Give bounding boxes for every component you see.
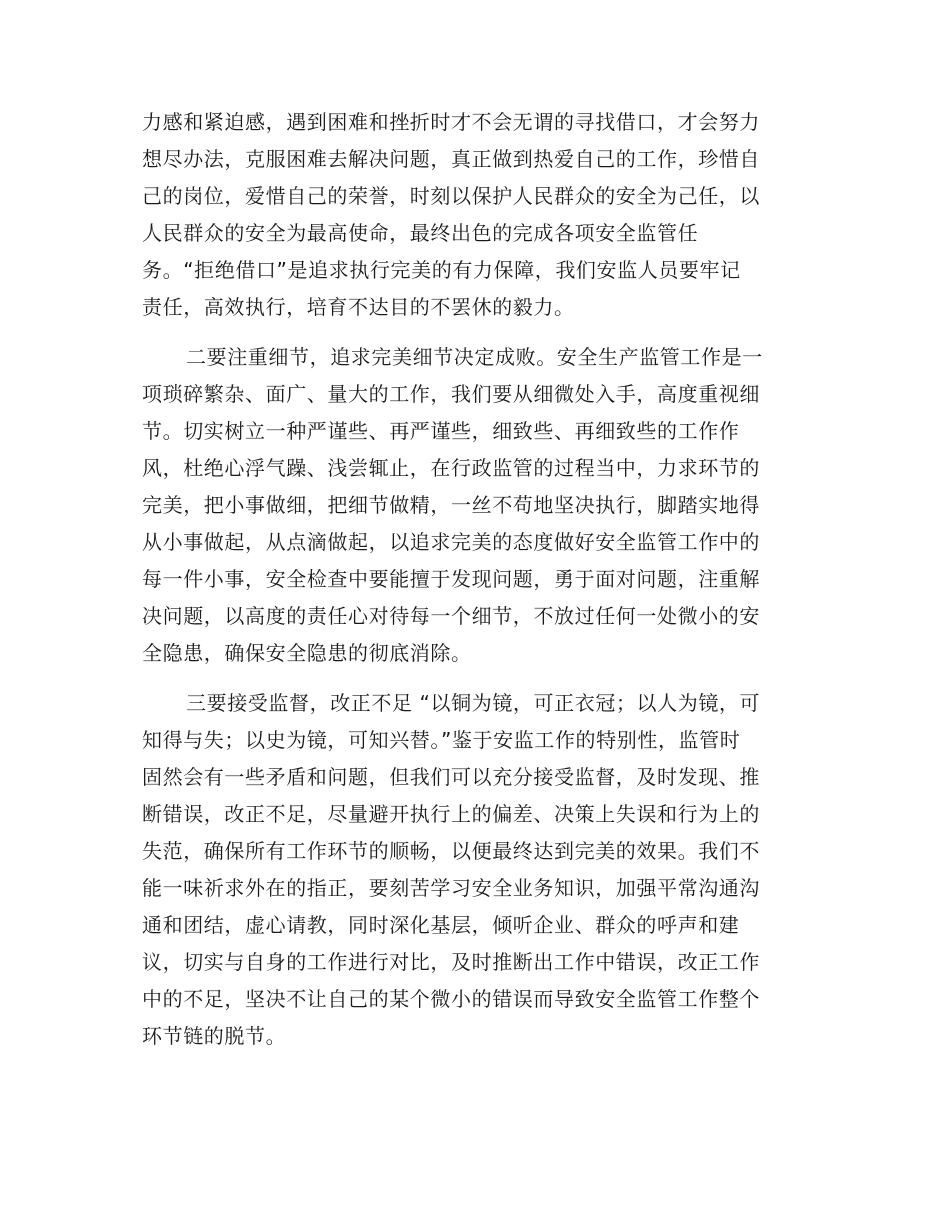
paragraph-1 bbox=[142, 104, 812, 326]
text-line: 固然会有一些矛盾和问题，但我们可以充分接受监督，及时发现、推 bbox=[142, 765, 760, 789]
text-line: 断错误，改正不足，尽量避开执行上的偏差、决策上失误和行为上的 bbox=[142, 802, 760, 826]
text-line: 全隐患，确保安全隐患的彻底消除。 bbox=[142, 641, 472, 665]
text-line: 责任，高效执行，培育不达目的不罢休的毅力。 bbox=[142, 295, 575, 319]
text-line: 议，切实与自身的工作进行对比，及时推断出工作中错误，改正工作 bbox=[142, 950, 760, 974]
text-line: 务。“拒绝借口”是追求执行完美的有力保障，我们安监人员要牢记 bbox=[142, 258, 741, 282]
text-line: 决问题，以高度的责任心对待每一个细节，不放过任何一处微小的安 bbox=[142, 604, 760, 628]
text-line: 力感和紧迫感，遇到困难和挫折时才不会无谓的寻找借口，才会努力 bbox=[142, 110, 760, 134]
text-line: 失范，确保所有工作环节的顺畅，以便最终达到完美的效果。我们不 bbox=[142, 839, 760, 863]
text-line: 环节链的脱节。 bbox=[142, 1024, 287, 1048]
text-line: 二要注重细节，追求完美细节决定成败。安全生产监管工作是一 bbox=[186, 345, 763, 369]
text-line: 己的岗位，爱惜自己的荣誉，时刻以保护人民群众的安全为己任，以 bbox=[142, 184, 760, 208]
text-line: 通和团结，虚心请教，同时深化基层，倾听企业、群众的呼声和建 bbox=[142, 913, 740, 937]
text-line: 能一味祈求外在的指正，要刻苦学习安全业务知识，加强平常沟通沟 bbox=[142, 876, 760, 900]
text-line: 节。切实树立一种严谨些、再严谨些，细致些、再细致些的工作作 bbox=[142, 419, 740, 443]
paragraph-3 bbox=[142, 685, 812, 1055]
paragraph-gap bbox=[142, 326, 812, 339]
text-line: 每一件小事，安全检查中要能擅于发现问题，勇于面对问题，注重解 bbox=[142, 567, 760, 591]
text-line: 中的不足，坚决不让自己的某个微小的错误而导致安全监管工作整个 bbox=[142, 987, 760, 1011]
text-line: 项琐碎繁杂、面广、量大的工作，我们要从细微处入手，高度重视细 bbox=[142, 382, 760, 406]
paragraph-2 bbox=[142, 339, 812, 672]
text-line: 想尽办法，克服困难去解决问题，真正做到热爱自己的工作，珍惜自 bbox=[142, 147, 760, 171]
text-line: 三要接受监督，改正不足 “以铜为镜，可正衣冠；以人为镜，可 bbox=[186, 691, 761, 715]
text-line: 完美，把小事做细，把细节做精，一丝不苟地坚决执行，脚踏实地得 bbox=[142, 493, 760, 517]
text-line: 知得与失；以史为镜，可知兴替。”鉴于安监工作的特别性，监管时 bbox=[142, 728, 741, 752]
paragraph-gap bbox=[142, 672, 812, 685]
text-line: 从小事做起，从点滴做起，以追求完美的态度做好安全监管工作中的 bbox=[142, 530, 760, 554]
text-line: 人民群众的安全为最高使命，最终出色的完成各项安全监管任 bbox=[142, 221, 699, 245]
document-body bbox=[142, 104, 812, 1055]
text-line: 风，杜绝心浮气躁、浅尝辄止，在行政监管的过程当中，力求环节的 bbox=[142, 456, 760, 480]
